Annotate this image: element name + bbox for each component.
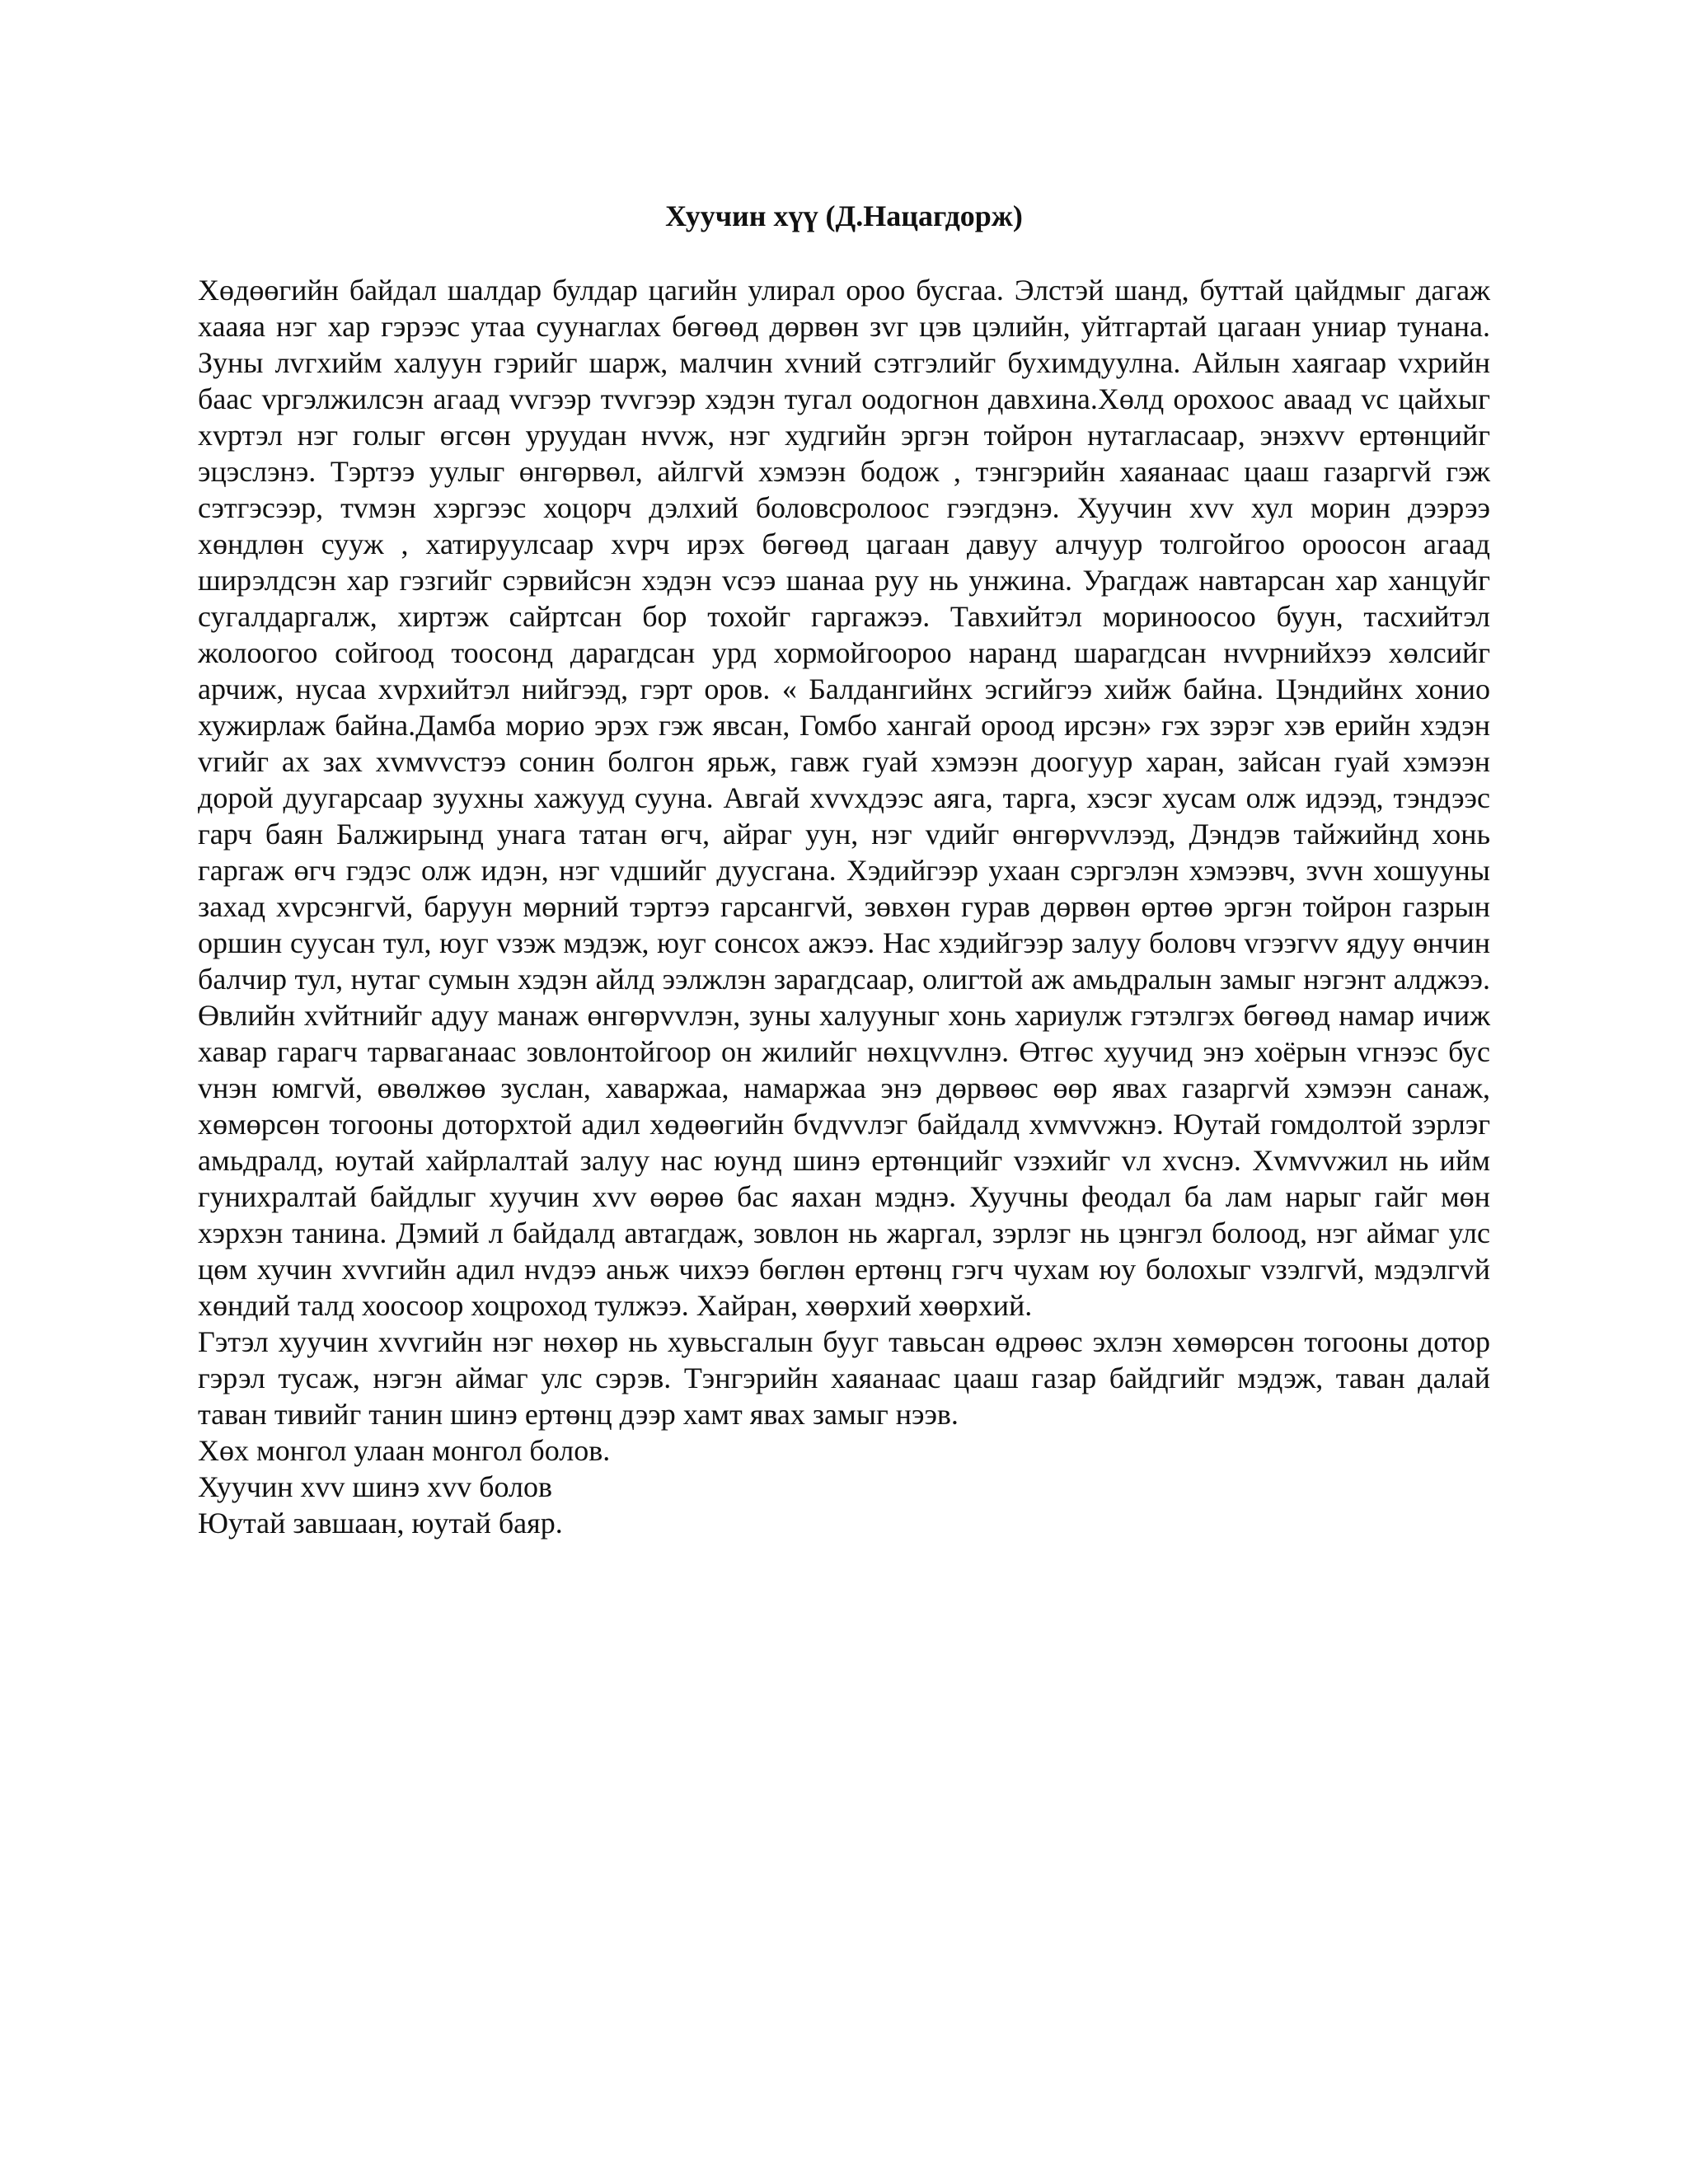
document-body bbox=[198, 272, 1490, 1541]
closing-line-2: Хуучин хvv шинэ хvv болов bbox=[198, 1470, 552, 1503]
paragraph-2: Гэтэл хуучин хvvгийн нэг нөхөр нь хувьсгалын бууг тавьсан өдрөөс эхлэн хөмөрсөн тогооны дотор гэрэл тусаж, нэгэн аймаг улс сэрэв. Тэнгэрийн хаяанаас цааш газар байдгийг мэдэж, таван далай таван тивийг танин шинэ ертөнц дээр хамт явах замыг нээв. bbox=[198, 1325, 1490, 1431]
paragraph-1: Хөдөөгийн байдал шалдар булдар цагийн улирал ороо бусгаа. Элстэй шанд, буттай цайдмыг дагаж хааяа нэг хар гэрээс утаа суунаглах бөгөөд дөрвөн зvг цэв цэлийн, уйтгартай цагаан униар тунана. Зуны лvгхийм халуун гэрийг шарж, малчин хvний сэтгэлийг бухимдуулна. Айлын хаягаар vхрийн баас vргэлжилсэн агаад vvгээр тvvгээр хэдэн тугал оодогнон давхина.Хөлд орохоос аваад vc цайхыг хvртэл нэг голыг өгсөн уруудан нvvж, нэг худгийн эргэн тойрон нутагласаар, энэхvv ертөнцийг эцэслэнэ. Тэртээ уулыг өнгөрвөл, айлгvй хэмээн бодож , тэнгэрийн хаяанаас цааш газаргvй гэж сэтгэсээр, тvмэн хэргээс хоцорч дэлхий боловсролоос гээгдэнэ. Хуучин хvv хул морин дээрээ хөндлөн сууж , хатируулсаар хvрч ирэх бөгөөд цагаан давуу алчуур толгойгоо ороосон агаад ширэлдсэн хар гэзгийг сэрвийсэн хэдэн vсээ шанаа руу нь унжина. Урагдаж навтарсан хар ханцуйг сугалдаргалж, хиртэж сайртсан бор тохойг гаргажээ. Тавхийтэл мориноосоо буун, тасхийтэл жолоогоо сойгоод тоосонд дарагдсан урд хормойгоороо наранд шарагдсан нvvрнийхээ хөлсийг арчиж, нусаа хvрхийтэл нийгээд, гэрт оров. « Балдангийнх эсгийгээ хийж байна. Цэндийнх хонио хужирлаж байна.Дамба морио эрэх гэж явсан, Гомбо хангай ороод ирсэн» гэх зэрэг хэв ерийн хэдэн vгийг ах зах хvмvvстээ сонин болгон ярьж, гавж гуай хэмээн доогуур харан, зайсан гуай хэмээн дорой дуугарсаар зуухны хажууд сууна. Авгай хvvхдээс аяга, тарга, хэсэг хусам олж идээд, тэндээс гарч баян Балжирынд унага татан өгч, айраг уун, нэг vдийг өнгөрvvлээд, Дэндэв тайжийнд хонь гаргаж өгч гэдэс олж идэн, нэг vдшийг дуусгана. Хэдийгээр ухаан сэргэлэн хэмээвч, зvvн хошууны захад хvрсэнгvй, баруун мөрний тэртээ гарсангvй, зөвхөн гурав дөрвөн өртөө эргэн тойрон газрын оршин суусан тул, юуг vзэж мэдэж, юуг сонсох ажээ. Нас хэдийгээр залуу боловч vгээгvv ядуу өнчин балчир тул, нутаг сумын хэдэн айлд ээлжлэн зарагдсаар, олигтой аж амьдралын замыг нэгэнт алджээ. Өвлийн хvйтнийг адуу манаж өнгөрvvлэн, зуны халууныг хонь хариулж гэтэлгэх бөгөөд намар ичиж хавар гарагч тарваганаас зовлонтойгоор он жилийг нөхцvvлнэ. Өтгөс хуучид энэ хоёрын vгнээс бус vнэн юмгvй, өвөлжөө зуслан, хаваржаа, намаржаа энэ дөрвөөс өөр явах газаргvй хэмээн санаж, хөмөрсөн тогооны доторхтой адил хөдөөгийн бvдvvлэг байдалд хvмvvжнэ. Юутай гомдолтой зэрлэг амьдралд, юутай хайрлалтай залуу нас юунд шинэ ертөнцийг vзэхийг vл хvснэ. Хvмvvжил нь ийм гунихралтай байдлыг хуучин хvv өөрөө бас яахан мэднэ. Хуучны феодал ба лам нарыг гайг мөн хэрхэн танина. Дэмий л байдалд автагдаж, зовлон нь жаргал, зэрлэг нь цэнгэл болоод, нэг аймаг улс цөм хучин хvvгийн адил нvдээ аньж чихээ бөглөн ертөнц гэгч чухам юу болохыг vзэлгvй, мэдэлгvй хөндий талд хоосоор хоцроход тулжээ. Хайран, хөөрхий хөөрхий. bbox=[198, 274, 1490, 1322]
closing-line-1: Хөх монгол улаан монгол болов. bbox=[198, 1434, 611, 1467]
closing-line-3: Юутай завшаан, юутай баяр. bbox=[198, 1507, 563, 1540]
document-title: Хуучин хүү (Д.Нацагдорж) bbox=[665, 199, 1023, 232]
